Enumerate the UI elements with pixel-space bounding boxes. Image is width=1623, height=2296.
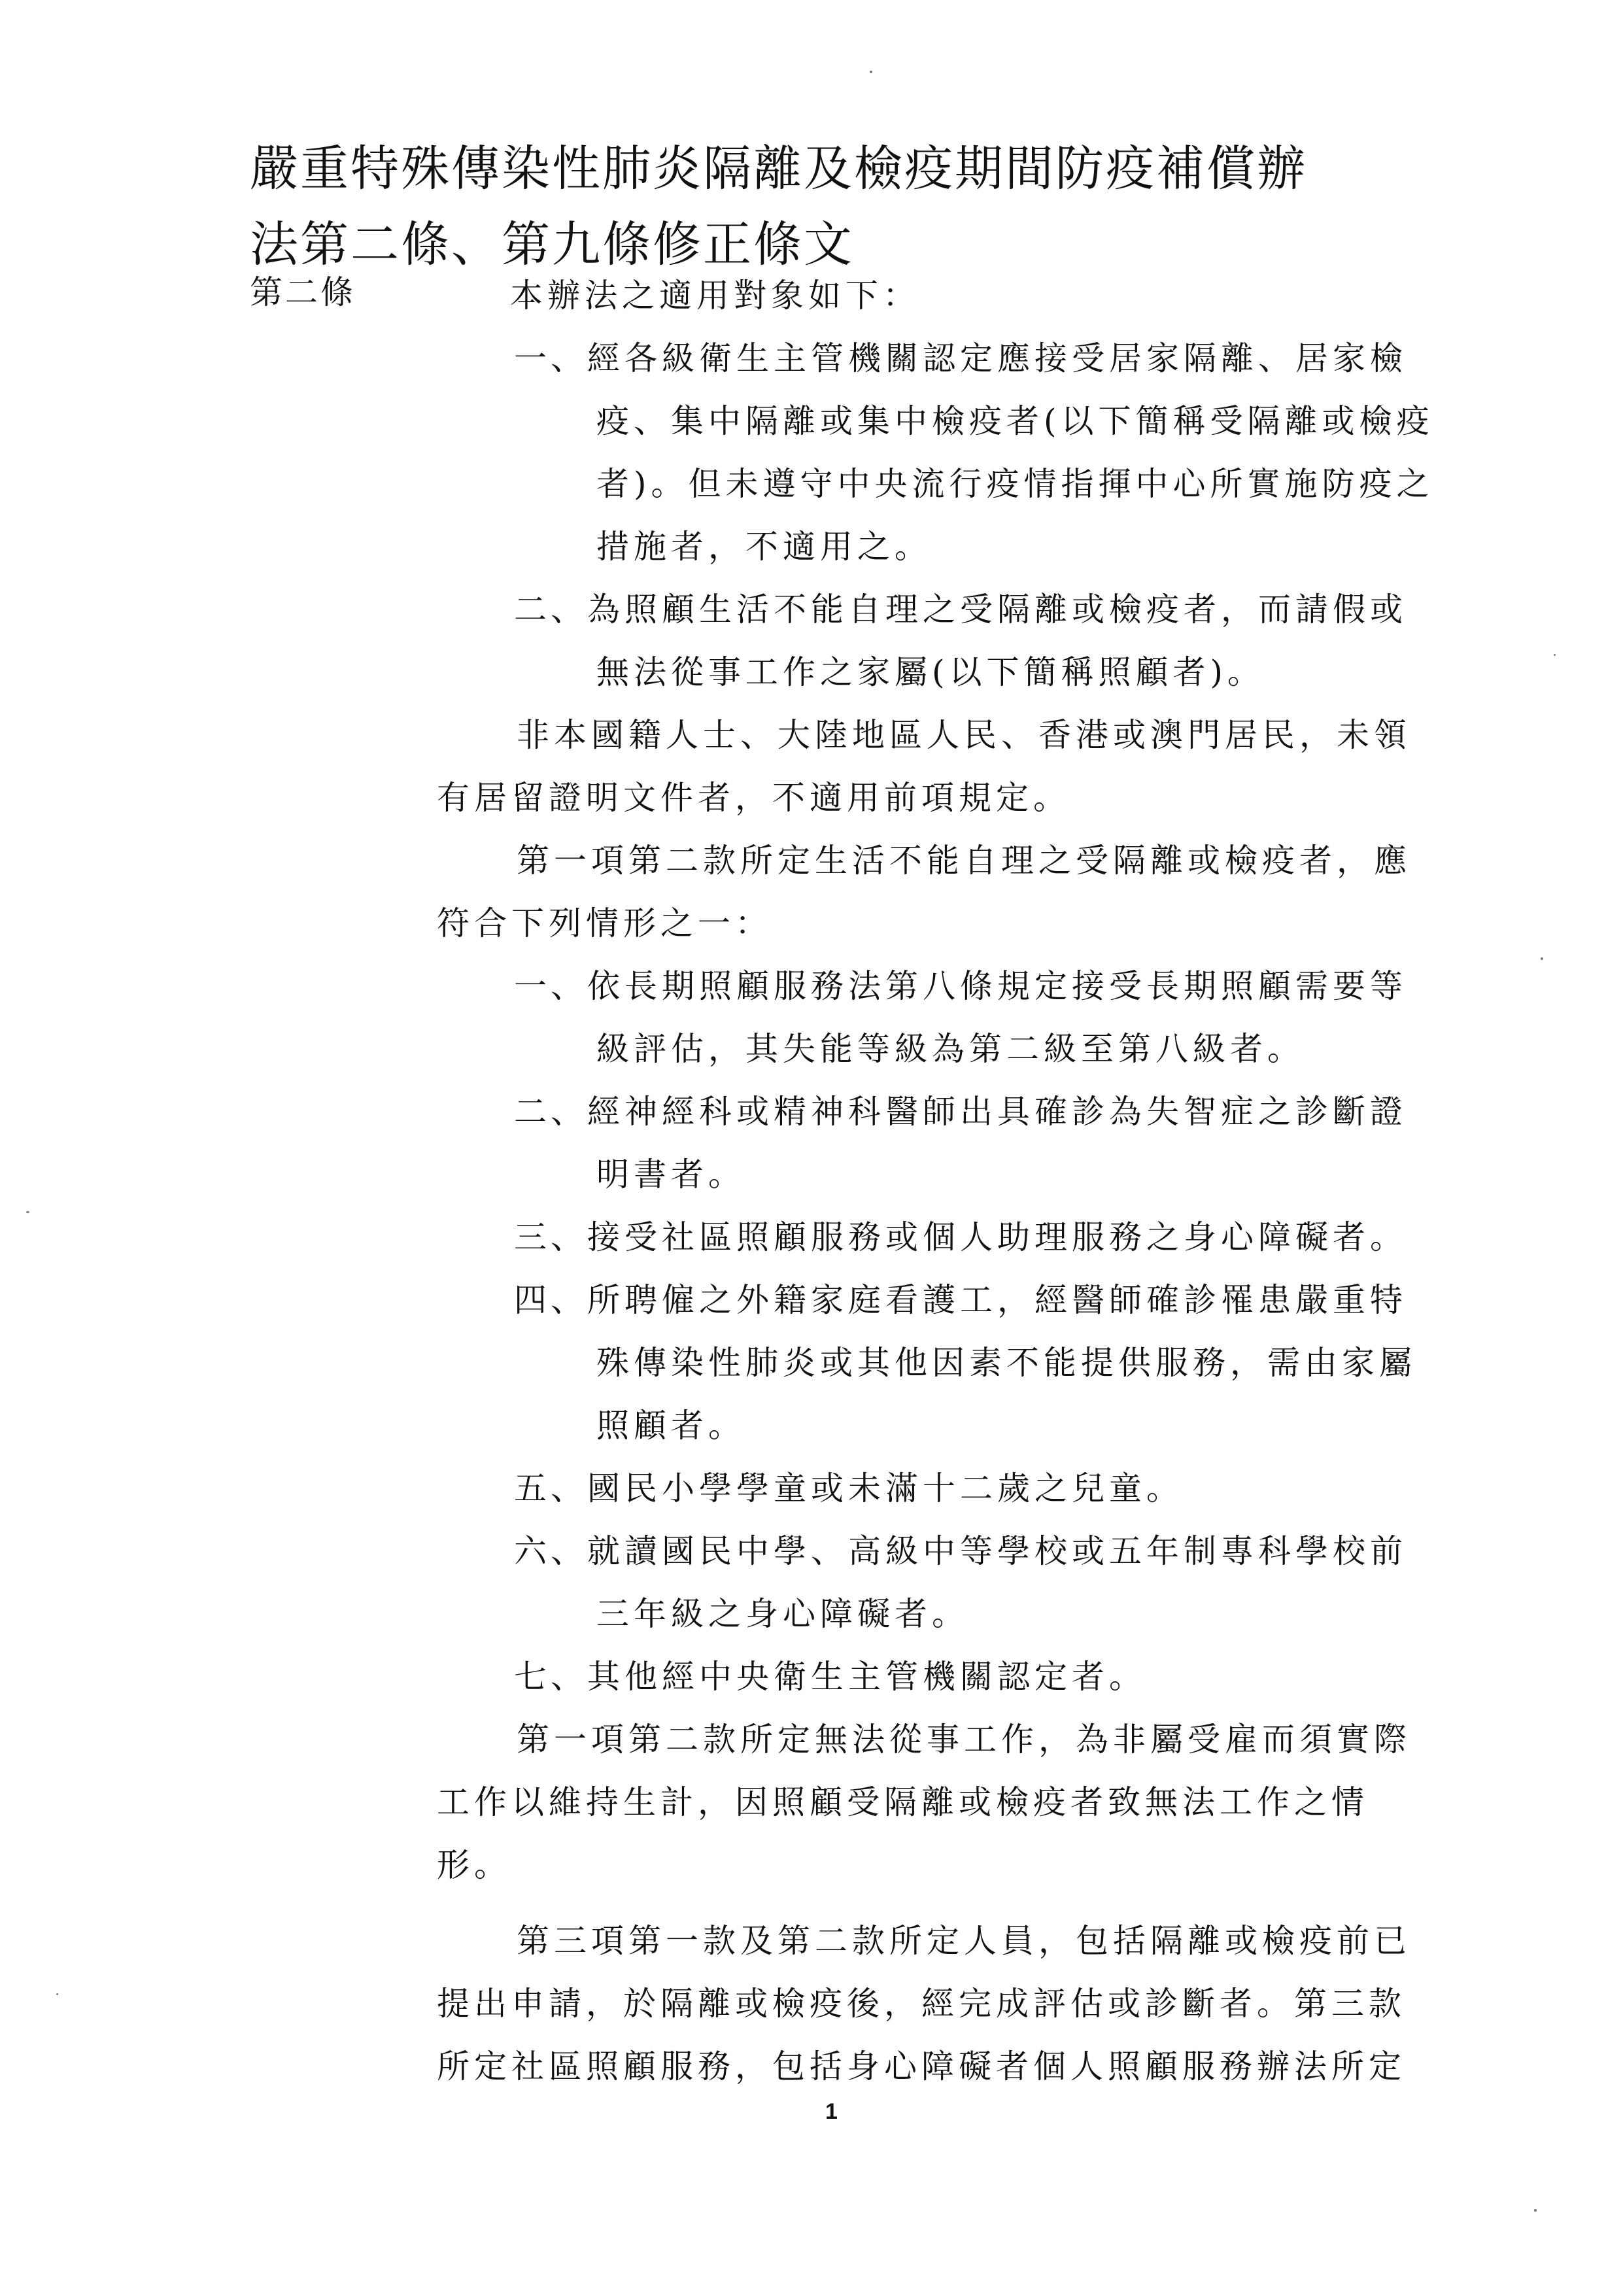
scan-speck — [1541, 957, 1543, 960]
list-item — [437, 1520, 1436, 1645]
item-text: 為照顧生活不能自理之受隔離或檢疫者，而請假或無法從事工作之家屬(以下簡稱照顧者)。 — [587, 591, 1407, 691]
title-line-1: 嚴重特殊傳染性肺炎隔離及檢疫期間防疫補償辦 — [250, 141, 1307, 197]
item-number: 六、 — [514, 1532, 587, 1570]
paragraph-3: 第一項第二款所定生活不能自理之受隔離或檢疫者，應符合下列情形之一： — [437, 842, 1411, 942]
item-text: 依長期照顧服務法第八條規定接受長期照顧需要等級評估，其失能等級為第二級至第八級者。 — [587, 967, 1407, 1068]
item-number: 四、 — [514, 1281, 587, 1319]
document-title — [250, 131, 1492, 283]
item-text: 就讀國民中學、高級中等學校或五年制專科學校前三年級之身心障礙者。 — [587, 1532, 1407, 1633]
item-number: 五、 — [514, 1469, 587, 1507]
scan-speck — [1554, 654, 1556, 656]
list-item — [437, 1645, 1436, 1708]
item-number: 二、 — [514, 591, 587, 628]
item-number: 一、 — [514, 339, 587, 377]
paragraph-4: 第一項第二款所定無法從事工作，為非屬受雇而須實際工作以維持生計，因照顧受隔離或檢疫者致無法工作之情形。 — [437, 1721, 1411, 1884]
item-text: 接受社區照顧服務或個人助理服務之身心障礙者。 — [587, 1218, 1407, 1256]
item-number: 七、 — [514, 1658, 587, 1696]
item-text: 經各級衛生主管機關認定應接受居家隔離、居家檢疫、集中隔離或集中檢疫者(以下簡稱受隔離或檢疫者)。但未遵守中央流行疫情指揮中心所實施防疫之措施者，不適用之。 — [587, 339, 1434, 566]
paragraph-5: 第三項第一款及第二款所定人員，包括隔離或檢疫前已提出申請，於隔離或檢疫後，經完成評估或診斷者。第三款所定社區照顧服務，包括身心障礙者個人照顧服務辦法所定 — [437, 1922, 1411, 2085]
conditions-list — [437, 955, 1436, 1708]
scan-speck — [870, 71, 872, 73]
list-item — [437, 955, 1436, 1080]
list-item — [437, 1206, 1436, 1269]
scan-speck — [26, 1211, 29, 1213]
item-number: 二、 — [514, 1093, 587, 1131]
page-number: 1 — [825, 2099, 838, 2124]
item-text: 國民小學學童或未滿十二歲之兒童。 — [587, 1469, 1184, 1507]
lead-text: 本辦法之適用對象如下： — [510, 277, 920, 315]
list-item — [437, 1269, 1436, 1457]
item-text: 經神經科或精神科醫師出具確診為失智症之診斷證明書者。 — [587, 1093, 1407, 1193]
list-item — [437, 1457, 1436, 1520]
scan-speck — [1534, 2209, 1537, 2212]
list-item — [437, 578, 1436, 704]
paragraph-2: 非本國籍人士、大陸地區人民、香港或澳門居民，未領有居留證明文件者，不適用前項規定。 — [437, 716, 1411, 817]
list-item — [437, 1080, 1436, 1206]
subjects-list — [437, 327, 1436, 704]
item-text: 所聘僱之外籍家庭看護工，經醫師確診罹患嚴重特殊傳染性肺炎或其他因素不能提供服務，需由家屬照顧者。 — [587, 1281, 1416, 1445]
scan-speck — [56, 1993, 58, 1995]
item-text: 其他經中央衛生主管機關認定者。 — [587, 1658, 1146, 1696]
item-number: 三、 — [514, 1218, 587, 1256]
list-item — [437, 327, 1436, 578]
title-line-2: 法第二條、第九條修正條文 — [250, 216, 854, 273]
article-label: 第二條 — [250, 273, 356, 311]
article-lead — [364, 264, 1436, 327]
item-number: 一、 — [514, 967, 587, 1005]
article-body — [437, 264, 1436, 2098]
